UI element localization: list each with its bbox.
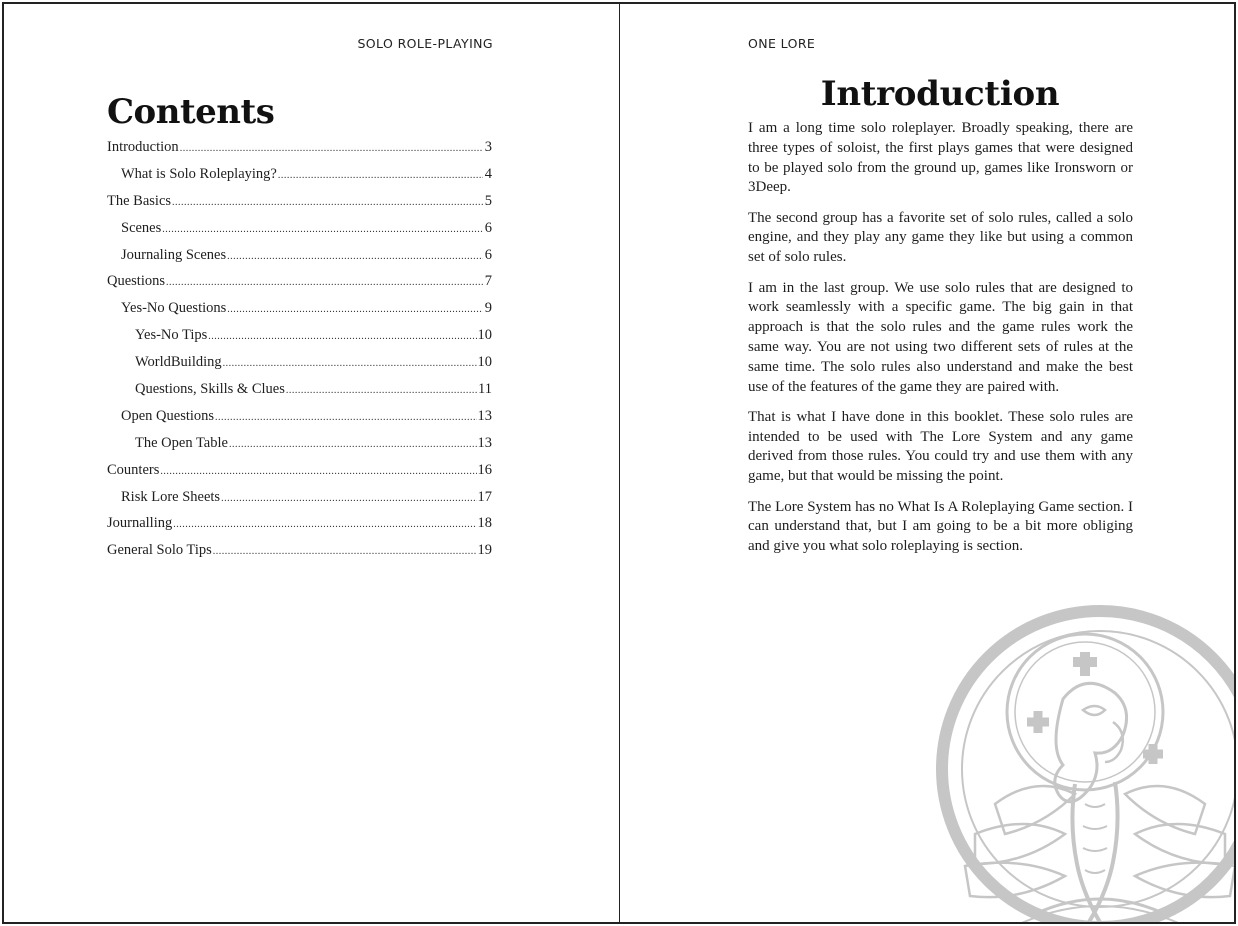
toc-entry[interactable]	[107, 381, 492, 408]
paragraph: I am a long time solo roleplayer. Broadly speaking, there are three types of soloist, the first plays games that were designed to be played solo from the ground up, games like Ironsworn or 3Deep.	[748, 120, 1133, 196]
toc-entry-label: Questions	[107, 273, 165, 290]
toc-entry[interactable]	[107, 327, 492, 354]
toc-leader-dots	[166, 278, 483, 288]
toc-entry[interactable]	[107, 542, 492, 569]
toc-entry-label: General Solo Tips	[107, 542, 212, 559]
toc-leader-dots	[227, 252, 483, 262]
toc-leader-dots	[180, 144, 483, 154]
paragraph: That is what I have done in this booklet. These solo rules are intended to be used with The Lore System and any game derived from those rules. You could try and use them with any game, but that would be missing the point.	[748, 408, 1133, 485]
toc-entry-label: The Basics	[107, 192, 172, 209]
toc-entry-page-number: 13	[477, 407, 492, 424]
toc-entry-page-number: 10	[477, 327, 492, 344]
toc-entry-page-number: 10	[477, 354, 492, 371]
toc-entry[interactable]	[107, 273, 492, 300]
running-head-right: ONE LORE	[748, 36, 816, 51]
toc-entry-label: The Open Table	[135, 434, 228, 451]
toc-entry-label: Risk Lore Sheets	[121, 488, 221, 505]
toc-entry-label: Questions, Skills & Clues	[135, 381, 285, 398]
toc-entry[interactable]	[107, 247, 492, 274]
toc-entry-page-number: 16	[477, 461, 492, 478]
toc-leader-dots	[162, 225, 483, 235]
toc-entry-page-number: 5	[484, 192, 492, 209]
toc-entry-page-number: 7	[484, 273, 492, 290]
introduction-title: Introduction	[820, 74, 1060, 114]
toc-entry-label: What is Solo Roleplaying?	[121, 165, 277, 182]
toc-entry[interactable]	[107, 166, 492, 193]
toc-leader-dots	[227, 305, 483, 315]
paragraph: The Lore System has no What Is A Roleplaying Game section. I can understand that, but I am going to be a bit more obliging and give you what solo roleplaying is section.	[748, 498, 1133, 555]
toc-entry-page-number: 11	[478, 381, 492, 398]
toc-entry[interactable]	[107, 354, 492, 381]
toc-leader-dots	[208, 332, 476, 342]
toc-entry[interactable]	[107, 220, 492, 247]
right-page	[619, 2, 1236, 924]
toc-entry[interactable]	[107, 462, 492, 489]
left-page	[2, 2, 620, 924]
toc-entry-label: WorldBuilding	[135, 354, 222, 371]
toc-entry-label: Yes-No Questions	[121, 300, 227, 317]
toc-entry-label: Open Questions	[121, 407, 215, 424]
paragraph: The second group has a favorite set of solo rules, called a solo engine, and they play any game they like but using a common set of solo rules.	[748, 209, 1133, 266]
toc-entry-page-number: 6	[484, 219, 492, 236]
table-of-contents	[107, 139, 492, 569]
toc-entry-page-number: 17	[477, 488, 492, 505]
toc-leader-dots	[215, 413, 476, 423]
paragraph: I am in the last group. We use solo rules that are designed to work seamlessly with a specific game. The big gain in that approach is that the solo rules and the game rules work the same way. You are not using two different sets of rules at the same time. The solo rules also understand and make the best use of the features of the game they are paired with.	[748, 279, 1133, 395]
toc-entry-label: Yes-No Tips	[135, 327, 208, 344]
toc-leader-dots	[221, 494, 476, 504]
toc-leader-dots	[286, 386, 477, 396]
toc-entry-label: Introduction	[107, 139, 179, 155]
toc-entry-label: Journalling	[107, 515, 173, 532]
toc-entry-label: Scenes	[121, 219, 162, 236]
toc-leader-dots	[172, 198, 483, 208]
toc-entry[interactable]	[107, 139, 492, 166]
toc-leader-dots	[213, 547, 477, 557]
toc-entry-label: Journaling Scenes	[121, 246, 227, 263]
toc-leader-dots	[223, 359, 477, 369]
running-head-left: SOLO ROLE-PLAYING	[357, 36, 493, 51]
toc-entry-page-number: 4	[484, 165, 492, 182]
toc-entry[interactable]	[107, 489, 492, 516]
toc-leader-dots	[173, 520, 476, 530]
toc-entry-page-number: 18	[477, 515, 492, 532]
toc-entry[interactable]	[107, 435, 492, 462]
toc-entry[interactable]	[107, 515, 492, 542]
toc-entry[interactable]	[107, 193, 492, 220]
toc-entry-page-number: 13	[477, 434, 492, 451]
toc-entry[interactable]	[107, 408, 492, 435]
toc-entry-label: Counters	[107, 461, 160, 478]
toc-leader-dots	[160, 467, 476, 477]
toc-entry-page-number: 19	[477, 542, 492, 559]
toc-entry-page-number: 6	[484, 246, 492, 263]
toc-entry[interactable]	[107, 300, 492, 327]
toc-leader-dots	[278, 171, 483, 181]
toc-entry-page-number: 3	[484, 139, 492, 155]
toc-leader-dots	[229, 440, 477, 450]
contents-title: Contents	[107, 92, 275, 132]
introduction-body	[748, 119, 1133, 567]
celtic-eagle-medallion-icon	[935, 604, 1236, 924]
toc-entry-page-number: 9	[484, 300, 492, 317]
